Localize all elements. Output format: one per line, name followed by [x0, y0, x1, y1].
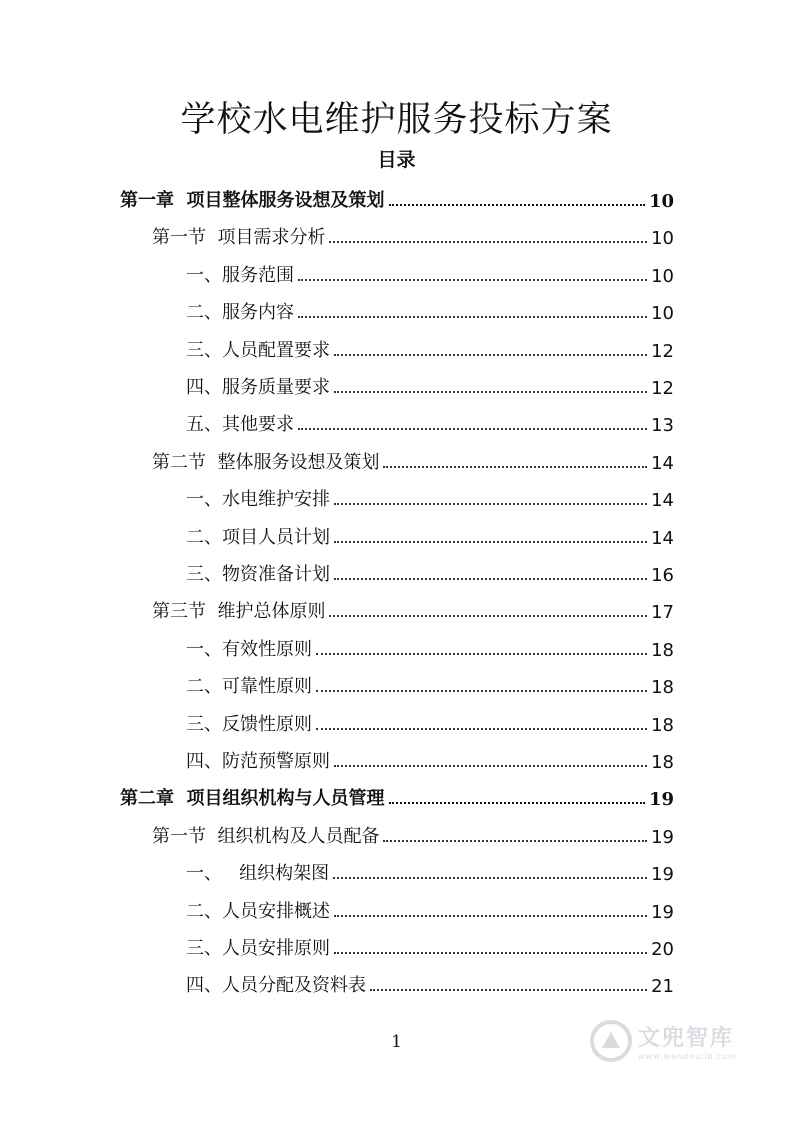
toc-entry[interactable]: [152, 442, 674, 474]
toc-entry-page: 17: [651, 602, 674, 624]
toc-entry[interactable]: [186, 255, 674, 287]
toc-dot-leader: [334, 952, 647, 954]
toc-entry[interactable]: [186, 554, 674, 586]
toc-entry-label: 第二章 项目组织机构与人员管理: [120, 788, 385, 810]
toc-entry-page: 12: [651, 378, 674, 399]
toc-entry-page: 19: [648, 789, 674, 811]
toc-entry-page: 21: [651, 976, 674, 998]
toc-entry[interactable]: [186, 928, 674, 960]
toc-entry-label: 第一节 组织机构及人员配备: [152, 825, 380, 847]
toc-entry-page: 12: [651, 340, 674, 362]
toc-entry-page: 10: [651, 228, 674, 250]
toc-entry-label: 二、可靠性原则: [186, 676, 312, 698]
toc-dot-leader: [383, 466, 647, 468]
toc-dot-leader: [329, 615, 647, 617]
toc-entry-label: 三、物资准备计划: [186, 564, 330, 585]
toc-entry[interactable]: [186, 367, 674, 399]
toc-dot-leader: [370, 989, 647, 991]
toc-entry-page: 18: [651, 714, 674, 736]
watermark-url: www.wendoulib.com: [638, 1052, 738, 1061]
toc-entry-page: 10: [651, 265, 674, 287]
toc-dot-leader: [298, 428, 647, 430]
watermark-brand: 文兜智库: [638, 1026, 735, 1051]
toc-entry-page: 10: [651, 303, 674, 325]
toc-entry-page: 19: [651, 901, 674, 923]
toc-entry-page: 18: [651, 639, 674, 661]
toc-entry-label: 一、水电维护安排: [186, 489, 330, 511]
toc-entry[interactable]: [120, 778, 674, 810]
toc-dot-leader: [316, 728, 647, 730]
toc-entry-label: 三、人员安排原则: [186, 938, 330, 959]
toc-entry[interactable]: [152, 591, 674, 623]
toc-dot-leader: [298, 316, 647, 318]
toc-entry-label: 三、反馈性原则: [186, 713, 312, 735]
toc-entry-label: 五、其他要求: [186, 414, 294, 436]
document-title: 学校水电维护服务投标方案: [180, 100, 613, 140]
toc-entry-label: 第三节 维护总体原则: [152, 601, 326, 623]
toc-entry[interactable]: [186, 741, 674, 773]
toc-entry-label: 三、人员配置要求: [186, 339, 330, 361]
toc-entry[interactable]: [186, 404, 674, 436]
watermark: [590, 1020, 737, 1062]
toc-entry-label: 一、有效性原则: [186, 638, 312, 660]
toc-entry[interactable]: [120, 180, 674, 212]
toc-entry-label: 第一章 项目整体服务设想及策划: [120, 190, 385, 211]
toc-entry-label: 二、项目人员计划: [186, 526, 330, 548]
toc-dot-leader: [334, 391, 647, 393]
toc-entry-page: 19: [651, 826, 674, 848]
toc-entry[interactable]: [186, 965, 674, 997]
toc-entry[interactable]: [186, 479, 674, 511]
toc-entry-page: 16: [651, 565, 674, 586]
toc-entry[interactable]: [152, 217, 674, 249]
toc-entry[interactable]: [186, 517, 674, 549]
toc-dot-leader: [334, 578, 647, 580]
toc-dot-leader: [334, 354, 647, 356]
toc-dot-leader: [334, 503, 647, 505]
toc-entry-page: 18: [651, 677, 674, 699]
toc-entry-label: 第一节 项目需求分析: [152, 227, 326, 249]
toc-entry-page: 13: [651, 415, 674, 437]
toc-entry-page: 18: [651, 752, 674, 773]
toc-dot-leader: [333, 877, 647, 879]
toc-entry[interactable]: [186, 704, 674, 736]
toc-entry[interactable]: [186, 853, 674, 885]
toc-entry-page: 20: [651, 939, 674, 960]
toc-dot-leader: [316, 653, 647, 655]
toc-entry-page: 14: [651, 527, 674, 549]
toc-entry-label: 一、服务范围: [186, 264, 294, 286]
toc-entry[interactable]: [152, 816, 674, 848]
toc-dot-leader: [383, 840, 647, 842]
toc-dot-leader: [329, 241, 647, 243]
toc-entry-label: 第二节 整体服务设想及策划: [152, 451, 380, 473]
toc-entry-page: 14: [651, 452, 674, 474]
toc-entry[interactable]: [186, 629, 674, 661]
toc-entry-label: 二、服务内容: [186, 302, 294, 324]
toc-entry-label: 四、防范预警原则: [186, 751, 330, 772]
toc-entry-label: 四、服务质量要求: [186, 377, 330, 398]
toc-entry-page: 19: [651, 864, 674, 886]
toc-dot-leader: [334, 765, 647, 767]
toc-entry[interactable]: [186, 891, 674, 923]
page-number: 1: [391, 1032, 402, 1052]
toc-entry-page: 10: [648, 191, 674, 212]
toc-entry-label: 一、 组织构架图: [186, 863, 330, 885]
toc-dot-leader: [389, 802, 645, 804]
watermark-logo-icon: [590, 1020, 632, 1062]
toc-dot-leader: [316, 690, 647, 692]
toc-entry[interactable]: [186, 330, 674, 362]
toc-entry[interactable]: [186, 666, 674, 698]
toc-dot-leader: [298, 279, 647, 281]
toc-entry-label: 四、人员分配及资料表: [186, 975, 366, 997]
toc-dot-leader: [334, 915, 647, 917]
toc-heading: 目录: [377, 149, 416, 171]
toc-entry-label: 二、人员安排概述: [186, 900, 330, 922]
toc-dot-leader: [389, 204, 645, 206]
toc-entry-page: 14: [651, 490, 674, 512]
toc-dot-leader: [334, 541, 647, 543]
toc-entry[interactable]: [186, 292, 674, 324]
